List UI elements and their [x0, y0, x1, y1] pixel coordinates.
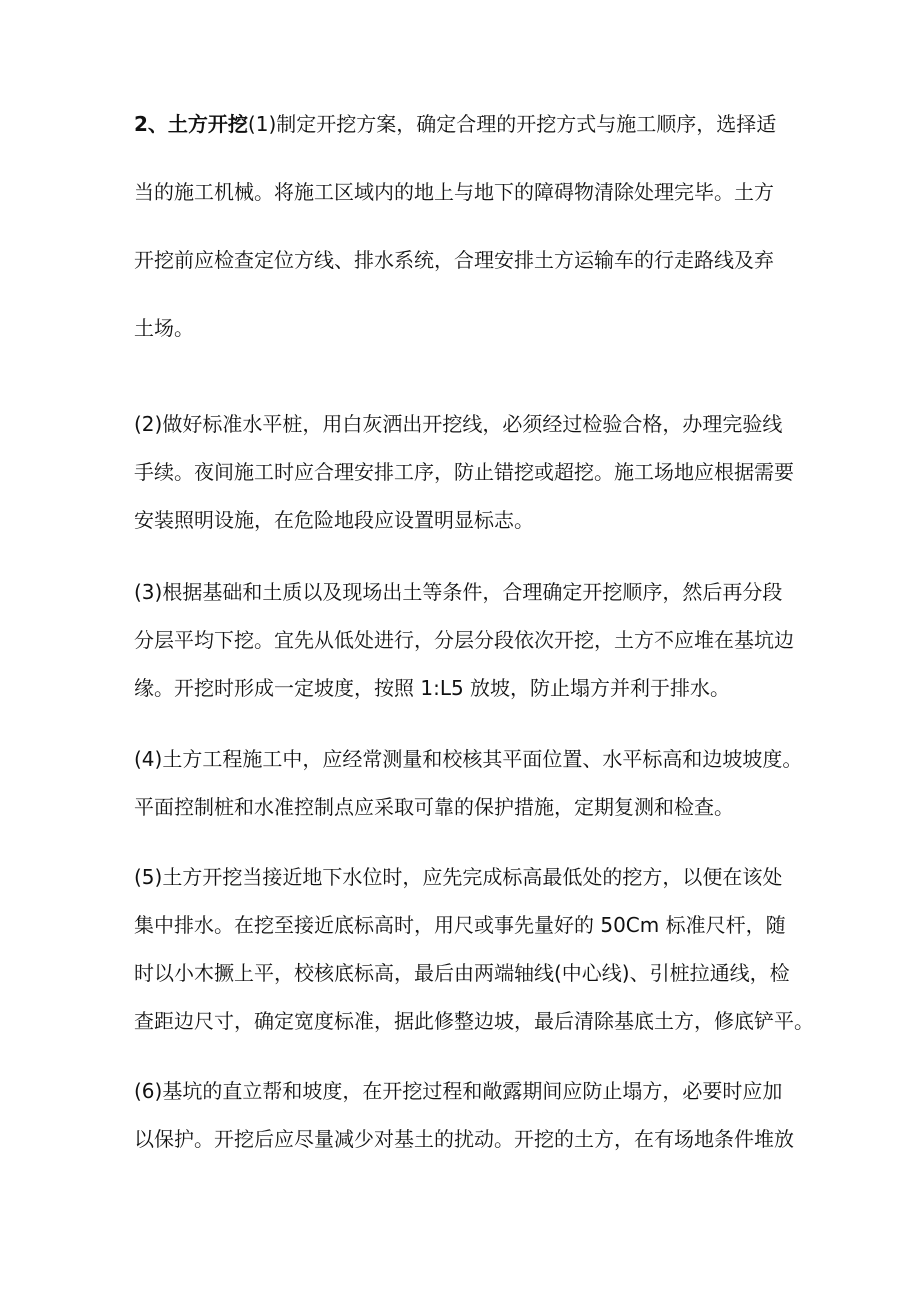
- paragraph-line: (2)做好标准水平桩，用白灰洒出开挖线，必须经过检验合格，办理完验线: [134, 412, 783, 436]
- paragraph-line: (6)基坑的直立帮和坡度，在开挖过程和敞露期间应防止塌方，必要时应加: [134, 1079, 783, 1103]
- paragraph-line: (5)土方开挖当接近地下水位时，应先完成标高最低处的挖方，以便在该处: [134, 865, 783, 889]
- paragraph-line: 以保护。开挖后应尽量减少对基土的扰动。开挖的土方，在有场地条件堆放: [134, 1127, 794, 1151]
- section-heading-line: [134, 110, 814, 138]
- paragraph-line: (3)根据基础和土质以及现场出土等条件，合理确定开挖顺序，然后再分段: [134, 580, 783, 604]
- paragraph-line: 集中排水。在挖至接近底标高时，用尺或事先量好的 50Cm 标准尺杆，随: [134, 913, 786, 937]
- paragraph-line: 分层平均下挖。宜先从低处进行，分层分段依次开挖，土方不应堆在基坑边: [134, 628, 794, 652]
- paragraph-line: 手续。夜间施工时应合理安排工序，防止错挖或超挖。施工场地应根据需要: [134, 460, 794, 484]
- section-title: 土方开挖: [167, 112, 248, 136]
- paragraph-text: (1)制定开挖方案，确定合理的开挖方式与施工顺序，选择适: [247, 112, 777, 136]
- paragraph-line: 缘。开挖时形成一定坡度，按照 1:L5 放坡，防止塌方并利于排水。: [134, 676, 731, 700]
- paragraph-line: 时以小木撅上平，校核底标高，最后由两端轴线(中心线)、引桩拉通线，检: [134, 961, 790, 985]
- paragraph-line: 平面控制桩和水准控制点应采取可靠的保护措施，定期复测和检查。: [134, 795, 734, 819]
- paragraph-line: 开挖前应检查定位方线、排水系统，合理安排土方运输车的行走路线及弃: [134, 248, 774, 272]
- paragraph-line: 土场。: [134, 316, 194, 340]
- section-number: 2、: [134, 112, 168, 136]
- paragraph-line: 当的施工机械。将施工区域内的地上与地下的障碍物清除处理完毕。土方: [134, 180, 774, 204]
- paragraph-line: 查距边尺寸，确定宽度标准，据此修整边坡，最后清除基底土方，修底铲平。: [134, 1009, 814, 1033]
- paragraph-line: 安装照明设施，在危险地段应设置明显标志。: [134, 508, 534, 532]
- paragraph-line: (4)土方工程施工中，应经常测量和校核其平面位置、水平标高和边坡坡度。: [134, 747, 803, 771]
